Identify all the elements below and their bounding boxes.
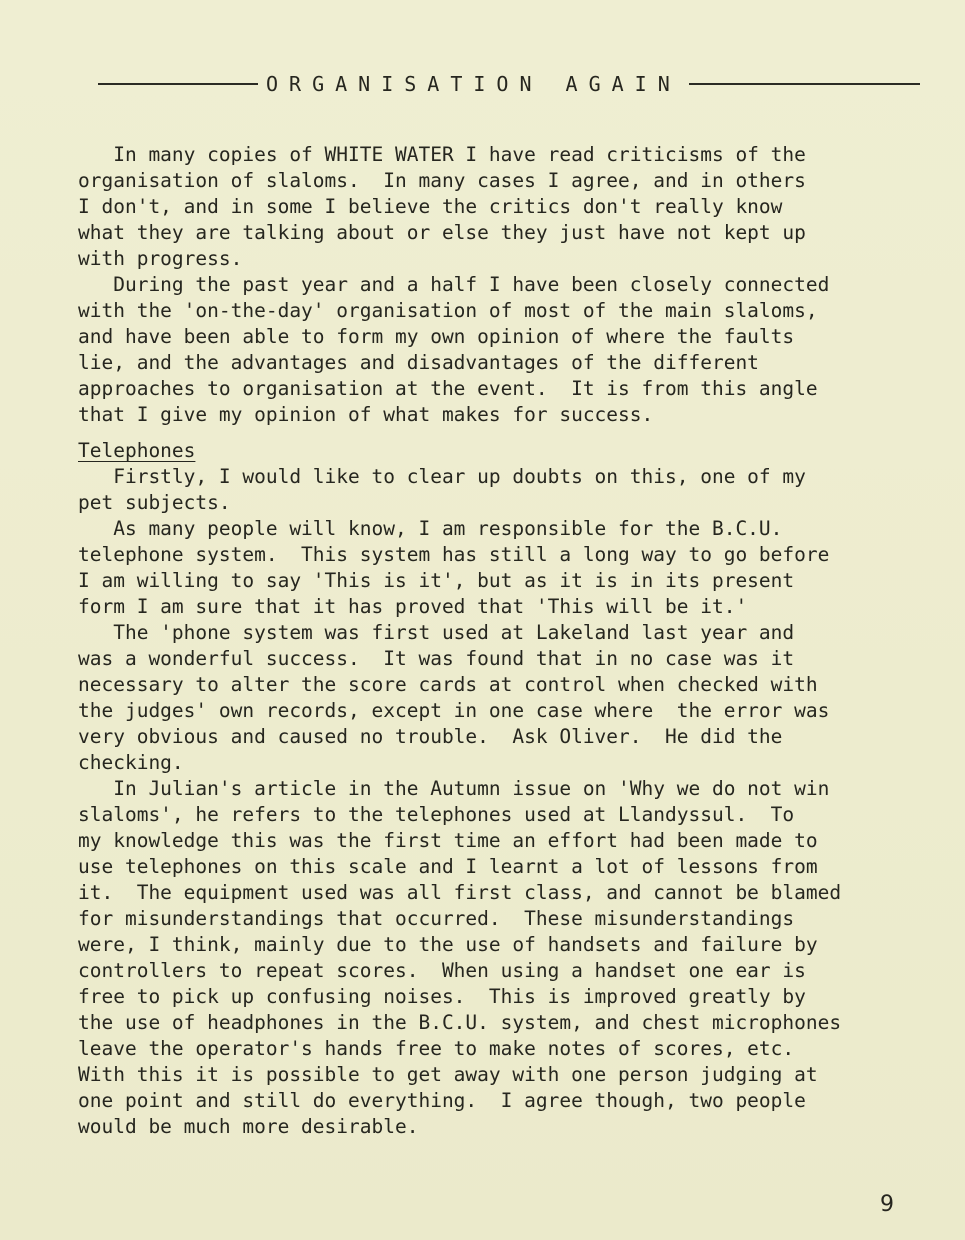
paragraph-4: As many people will know, I am responsible for the B.C.U. telephone system. This system has still a long way to go before I am willing to say 'This is it', but as it is in its present form I am sure that it has proved that 'This will be it.': [78, 517, 830, 618]
paragraph-2: During the past year and a half I have been closely connected with the 'on-the-day' organisation of most of the main slaloms, and have been able to form my own opinion of where the faults lie, and the advantages and disadvantages of the different approaches to organisation at the event. It is from this angle that I give my opinion of what makes for success.: [78, 273, 830, 426]
heading-rule-right: [689, 83, 920, 85]
page-number: 9: [880, 1192, 894, 1217]
heading-rule-left: [98, 83, 258, 85]
paragraph-6: In Julian's article in the Autumn issue on 'Why we do not win slaloms', he refers to the telephones used at Llandyssul. To my knowledge this was the first time an effort had been made to use telephones on this scale and I learnt a lot of lessons from it. The equipment used was all first class, and cannot be blamed for misunderstandings that occurred. These misunderstandings were, I think, mainly due to the use of handsets and failure by controllers to repeat scores. When using a handset one ear is free to pick up confusing noises. This is improved greatly by the use of headphones in the B.C.U. system, and chest microphones leave the operator's hands free to make notes of scores, etc. With this it is possible to get away with one person judging at one point and still do everything. I agree though, two people would be much more desirable.: [78, 777, 842, 1138]
paragraph-3: Firstly, I would like to clear up doubts on this, one of my pet subjects.: [78, 465, 806, 514]
article-title: ORGANISATION AGAIN: [266, 72, 681, 96]
section-heading-telephones: Telephones: [78, 439, 196, 462]
paragraph-1: In many copies of WHITE WATER I have read criticisms of the organisation of slaloms. In many cases I agree, and in others I don't, and in some I believe the critics don't really know what they are talking about or else they just have not kept up with progress.: [78, 143, 806, 270]
article-heading: [98, 66, 920, 102]
article-body: [78, 142, 938, 1140]
paragraph-5: The 'phone system was first used at Lakeland last year and was a wonderful success. It was found that in no case was it necessary to alter the score cards at control when checked with the judges' own records, except in one case where the error was very obvious and caused no trouble. Ask Oliver. He did the checking.: [78, 621, 830, 774]
